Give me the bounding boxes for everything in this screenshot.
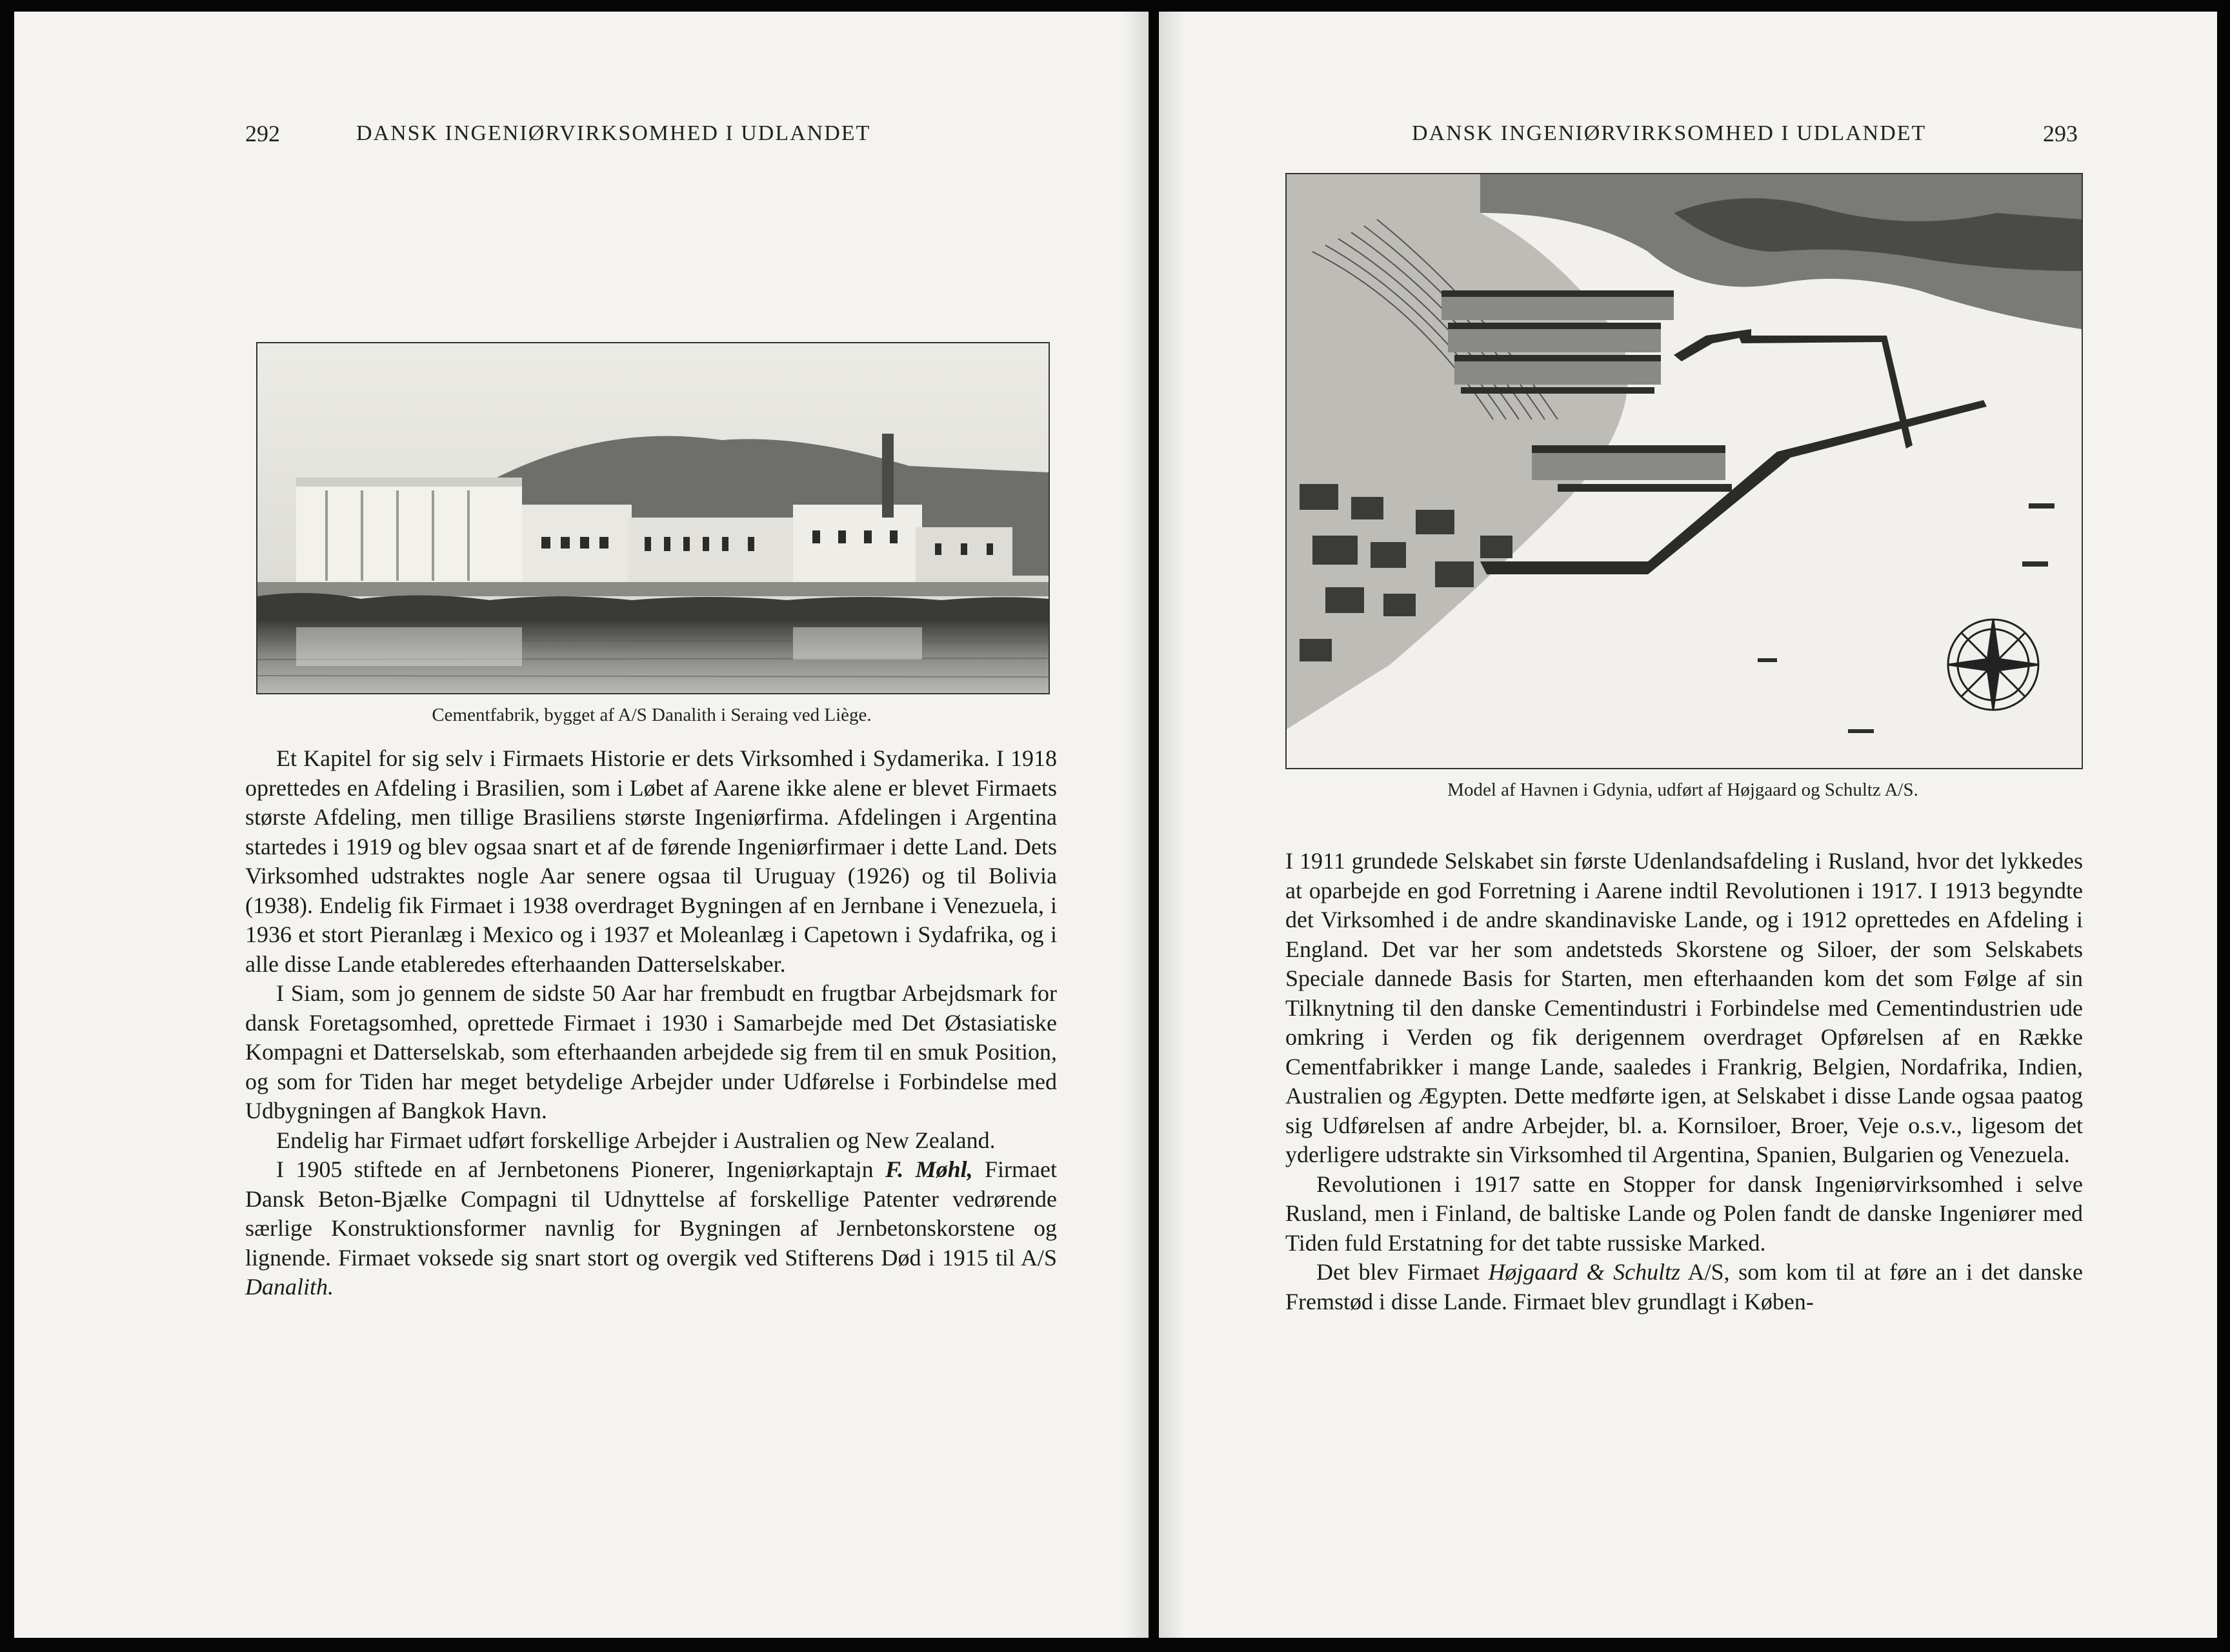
cement-factory-photo (256, 342, 1050, 694)
paragraph: Endelig har Firmaet udført forskellige Arbejder i Australien og New Zealand. (276, 1127, 996, 1153)
paragraph: I Siam, som jo gennem de sidste 50 Aar har frembudt en frugtbar Arbejdsmark for dansk Foretagsomhed, oprettede Firmaet i 1930 i Samarbejde med Det Østasiatiske Kompagni et Datterselskab, som efterhaanden arbejdede sig frem til en smuk Position, og som for Tiden har meget betydelige Arbejder under Udførelse i Forbindelse med Udbygningen af Bangkok Havn. (245, 980, 1057, 1123)
company-name: Danalith. (245, 1274, 334, 1300)
figure-caption: Model af Havnen i Gdynia, udført af Højgaard og Schultz A/S. (1447, 780, 1918, 800)
figure-caption: Cementfabrik, bygget af A/S Danalith i Seraing ved Liège. (432, 705, 872, 725)
paragraph: Et Kapitel for sig selv i Firmaets Historie er dets Virksomhed i Sydamerika. I 1918 oprettedes en Afdeling i Brasilien, som i Løbet af Aarene ikke alene er blevet Firmaets største Afdeling, men tillige Brasiliens største Ingeniørfirma. Afdelingen i Argentina startedes i 1919 og blev ogsaa snart et af de førende Ingeniørfirmaer i dette Land. Dets Virksomhed udstraktes nogle Aar senere ogsaa til Uruguay (1926) og til Bolivia (1938). Endelig fik Firmaet i 1938 overdraget Bygningen af en Jernbane i Venezuela, i 1936 et stort Pieranlæg i Mexico og i 1937 et Moleanlæg i Capetown i Sydafrika, og i alle disse Lande etableredes efterhaanden Datterselskaber. (245, 745, 1057, 977)
spine-shadow (1159, 12, 1185, 1638)
left-page (14, 12, 1149, 1638)
running-head: DANSK INGENIØRVIRKSOMHED I UDLANDET (1412, 121, 1927, 145)
page-number: 293 (2043, 121, 2078, 146)
paragraph-text: I 1905 stiftede en af Jernbetonens Pionerer, Ingeniørkaptajn (276, 1156, 885, 1182)
paragraph: I 1911 grundede Selskabet sin første Udenlandsafdeling i Rusland, hvor det lykkedes at oparbejde en god Forretning i Aarene indtil Revolutionen i 1917. I 1913 begyndte det Virksomhed i de andre skandinaviske Lande, og i 1912 oprettedes en Afdeling i England. Det var her som andetsteds Skorstene og Siloer, der som Selskabets Speciale dannede Basis for Starten, men efterhaanden kom det som Følge af sin Tilknytning til den danske Cementindustri i Forbindelse med Cementindustrien ude omkring i Verden og fik derigennem overdraget Opførelsen af en Række Cementfabrikker i mange Lande, saaledes i Frankrig, Belgien, Nordafrika, Indien, Australien og Ægypten. Dette medførte igen, at Selskabet i disse Lande ogsaa paatog sig Udførelsen af andre Arbejder, bl. a. Kornsiloer, Broer, Veje o.s.v., ligesom det yderligere udstrakte sin Virksomhed til Argentina, Spanien, Bulgarien og Venezuela. (1285, 848, 2083, 1167)
paragraph (1285, 1258, 2083, 1316)
company-name: Højgaard & Schultz (1488, 1259, 1681, 1285)
cement-factory-illustration (257, 343, 1049, 693)
person-name: F. Møhl, (885, 1156, 973, 1182)
paragraph-text: Firmaet Dansk Beton-Bjælke Compagni til Udnyttelse af forskellige Patenter vedrørende særlige Konstruktionsformer navnlig for Bygningen af Jernbetonskorstene og lignende. Firmaet voksede sig snart stort og overgik ved Stifterens Død i 1915 til A/S (245, 1156, 1057, 1271)
page-number: 292 (245, 121, 280, 146)
harbour-model-illustration (1287, 174, 2082, 768)
running-head: DANSK INGENIØRVIRKSOMHED I UDLANDET (356, 121, 871, 145)
gdynia-harbour-model-photo (1285, 173, 2083, 769)
spine-shadow (1123, 12, 1149, 1638)
right-page (1159, 12, 2217, 1638)
paragraph-text: Det blev Firmaet (1316, 1259, 1489, 1285)
body-text (1285, 847, 2083, 1316)
paragraph: Revolutionen i 1917 satte en Stopper for dansk Ingeniørvirksomhed i selve Rusland, men i Finland, de baltiske Lande og Polen fandt de danske Ingeniører med Tiden fuld Erstatning for det tabte russiske Marked. (1285, 1171, 2083, 1256)
body-text (245, 744, 1057, 1302)
paragraph-text: A/S, som kom til at føre an i det danske Fremstød i disse Lande. Firmaet blev grundlagt i Køben- (1285, 1259, 2084, 1315)
paragraph (245, 1155, 1057, 1302)
